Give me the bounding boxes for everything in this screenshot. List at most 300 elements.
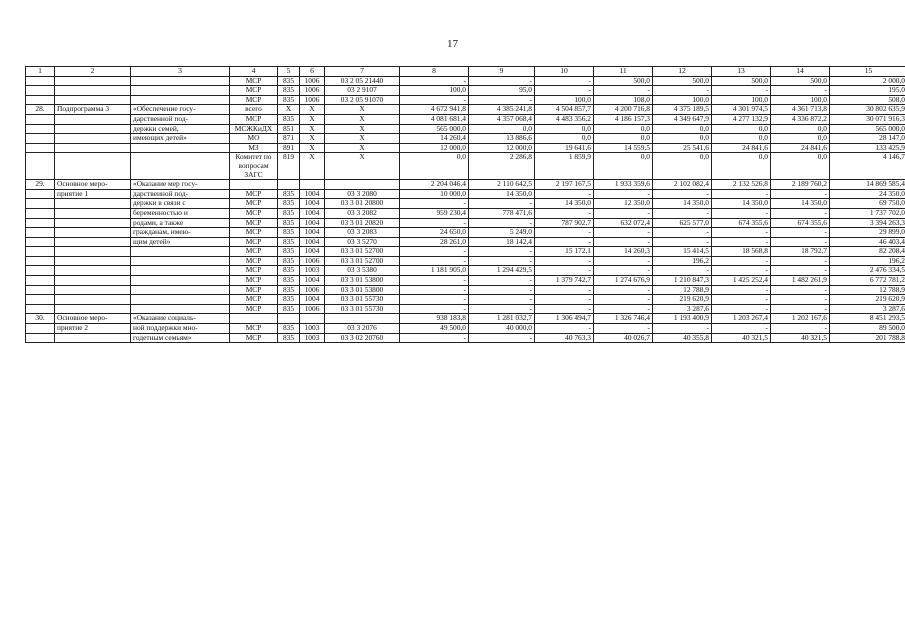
section-code: X: [300, 143, 325, 153]
program-name: [55, 247, 131, 257]
amount-value: -: [469, 247, 535, 257]
total-value: 69 750,0: [830, 199, 905, 209]
executor: [230, 180, 278, 190]
amount-value: -: [400, 256, 469, 266]
amount-value: 40 355,8: [653, 333, 712, 343]
program-description: держки семей,: [131, 124, 230, 134]
amount-value: 0,0: [771, 134, 830, 144]
amount-value: 674 355,6: [712, 218, 771, 228]
program-description: [131, 153, 230, 180]
amount-value: -: [712, 304, 771, 314]
section-code: 1004: [300, 199, 325, 209]
amount-value: 4 186 157,3: [594, 114, 653, 124]
table-row: [26, 218, 905, 228]
ministry-code: 835: [278, 295, 300, 305]
ministry-code: 891: [278, 143, 300, 153]
executor: МСЖКиДХ: [230, 124, 278, 134]
table-row: [26, 285, 905, 295]
section-code: [300, 180, 325, 190]
amount-value: -: [535, 228, 594, 238]
amount-value: 12 350,0: [594, 199, 653, 209]
program-description: [131, 143, 230, 153]
program-description: дарственной под-: [131, 189, 230, 199]
program-name: [55, 95, 131, 105]
executor: МСР: [230, 199, 278, 209]
amount-value: -: [771, 324, 830, 334]
amount-value: -: [535, 285, 594, 295]
amount-value: 108,0: [594, 95, 653, 105]
amount-value: 4 200 716,8: [594, 105, 653, 115]
table-row: [26, 95, 905, 105]
amount-value: 2 110 642,5: [469, 180, 535, 190]
section-code: 1006: [300, 285, 325, 295]
amount-value: -: [535, 76, 594, 86]
target-article-code: X: [325, 105, 400, 115]
amount-value: 1 933 359,6: [594, 180, 653, 190]
section-code: 1004: [300, 295, 325, 305]
section-code: 1004: [300, 189, 325, 199]
amount-value: 0,0: [771, 153, 830, 180]
amount-value: -: [712, 189, 771, 199]
table-row: [26, 189, 905, 199]
executor: Комитет по вопросам ЗАГС: [230, 153, 278, 180]
program-name: [55, 76, 131, 86]
amount-value: -: [594, 208, 653, 218]
total-value: 196,2: [830, 256, 905, 266]
program-name: [55, 266, 131, 276]
table-row: [26, 86, 905, 96]
executor: [230, 314, 278, 324]
section-code: 1004: [300, 228, 325, 238]
ministry-code: 835: [278, 237, 300, 247]
section-code: 1006: [300, 304, 325, 314]
amount-value: 2 102 082,4: [653, 180, 712, 190]
column-number: 2: [55, 67, 131, 77]
amount-value: 5 249,0: [469, 228, 535, 238]
total-value: 14 869 585,4: [830, 180, 905, 190]
ministry-code: 851: [278, 124, 300, 134]
program-name: [55, 276, 131, 286]
amount-value: 1 482 261,9: [771, 276, 830, 286]
amount-value: 674 355,6: [771, 218, 830, 228]
section-code: 1004: [300, 218, 325, 228]
amount-value: 15 414,5: [653, 247, 712, 257]
row-number: 30.: [26, 314, 55, 324]
column-number-row: [26, 67, 905, 77]
section-code: 1006: [300, 76, 325, 86]
executor: МСР: [230, 285, 278, 295]
amount-value: 12 000,0: [469, 143, 535, 153]
table-row: [26, 237, 905, 247]
ministry-code: 835: [278, 276, 300, 286]
target-article-code: 03 3 01 55730: [325, 304, 400, 314]
executor: МСР: [230, 256, 278, 266]
ministry-code: 835: [278, 266, 300, 276]
target-article-code: 03 3 01 52700: [325, 247, 400, 257]
amount-value: -: [712, 208, 771, 218]
budget-table: [25, 66, 905, 343]
amount-value: -: [469, 285, 535, 295]
ministry-code: 835: [278, 95, 300, 105]
amount-value: 1 425 252,4: [712, 276, 771, 286]
program-name: Основное меро-: [55, 180, 131, 190]
amount-value: 0,0: [653, 124, 712, 134]
amount-value: 0,0: [594, 124, 653, 134]
amount-value: -: [469, 333, 535, 343]
amount-value: 565 000,0: [400, 124, 469, 134]
program-description: годетным семьям»: [131, 333, 230, 343]
program-description: беременностью и: [131, 208, 230, 218]
ministry-code: 835: [278, 114, 300, 124]
executor: МСР: [230, 324, 278, 334]
table-row: [26, 333, 905, 343]
program-name: [55, 285, 131, 295]
amount-value: 2 286,8: [469, 153, 535, 180]
amount-value: 0,0: [594, 134, 653, 144]
column-number: 15: [830, 67, 905, 77]
amount-value: 14 559,5: [594, 143, 653, 153]
program-name: приятие 2: [55, 324, 131, 334]
amount-value: 40 321,5: [712, 333, 771, 343]
row-number: [26, 324, 55, 334]
row-number: [26, 208, 55, 218]
amount-value: -: [712, 266, 771, 276]
total-value: 30 802 635,9: [830, 105, 905, 115]
program-name: [55, 153, 131, 180]
table-row: [26, 314, 905, 324]
program-name: [55, 256, 131, 266]
total-value: 4 146,7: [830, 153, 905, 180]
amount-value: -: [400, 76, 469, 86]
amount-value: -: [535, 237, 594, 247]
executor: МСР: [230, 237, 278, 247]
amount-value: 0,0: [771, 124, 830, 134]
total-value: 6 772 781,2: [830, 276, 905, 286]
amount-value: 4 504 857,7: [535, 105, 594, 115]
total-value: 219 620,9: [830, 295, 905, 305]
amount-value: 938 183,8: [400, 314, 469, 324]
ministry-code: 835: [278, 199, 300, 209]
row-number: [26, 199, 55, 209]
column-number: 1: [26, 67, 55, 77]
program-description: [131, 266, 230, 276]
amount-value: 2 204 046,4: [400, 180, 469, 190]
program-description: [131, 304, 230, 314]
total-value: 508,0: [830, 95, 905, 105]
section-code: 1003: [300, 266, 325, 276]
program-name: [55, 208, 131, 218]
amount-value: 1 859,9: [535, 153, 594, 180]
amount-value: -: [400, 218, 469, 228]
amount-value: 4 081 681,4: [400, 114, 469, 124]
amount-value: 0,0: [400, 153, 469, 180]
total-value: 24 350,0: [830, 189, 905, 199]
total-value: 1 737 702,0: [830, 208, 905, 218]
amount-value: 4 375 189,5: [653, 105, 712, 115]
amount-value: 0,0: [469, 124, 535, 134]
amount-value: 25 541,6: [653, 143, 712, 153]
program-name: [55, 114, 131, 124]
target-article-code: 03 3 2082: [325, 208, 400, 218]
target-article-code: 03 3 2076: [325, 324, 400, 334]
total-value: 565 000,0: [830, 124, 905, 134]
target-article-code: 03 2 9107: [325, 86, 400, 96]
executor: МСР: [230, 218, 278, 228]
amount-value: -: [535, 208, 594, 218]
program-name: [55, 199, 131, 209]
program-description: гражданам, имею-: [131, 228, 230, 238]
amount-value: -: [400, 285, 469, 295]
ministry-code: 835: [278, 208, 300, 218]
program-description: «Обеспечение госу-: [131, 105, 230, 115]
target-article-code: 03 3 01 20800: [325, 199, 400, 209]
row-number: [26, 333, 55, 343]
column-number: 6: [300, 67, 325, 77]
executor: МО: [230, 134, 278, 144]
target-article-code: X: [325, 143, 400, 153]
amount-value: 14 350,0: [771, 199, 830, 209]
amount-value: 4 336 872,2: [771, 114, 830, 124]
table-row: [26, 114, 905, 124]
amount-value: 787 902,7: [535, 218, 594, 228]
amount-value: 24 841,6: [712, 143, 771, 153]
row-number: [26, 276, 55, 286]
ministry-code: 835: [278, 76, 300, 86]
target-article-code: X: [325, 114, 400, 124]
section-code: X: [300, 105, 325, 115]
amount-value: 4 361 713,8: [771, 105, 830, 115]
amount-value: 959 230,4: [400, 208, 469, 218]
amount-value: 1 274 676,9: [594, 276, 653, 286]
section-code: X: [300, 134, 325, 144]
row-number: [26, 134, 55, 144]
amount-value: -: [771, 86, 830, 96]
amount-value: 12 788,9: [653, 285, 712, 295]
total-value: 29 899,0: [830, 228, 905, 238]
amount-value: -: [771, 256, 830, 266]
target-article-code: 03 3 2080: [325, 189, 400, 199]
executor: МСР: [230, 276, 278, 286]
target-article-code: [325, 180, 400, 190]
amount-value: 14 350,0: [535, 199, 594, 209]
program-description: [131, 247, 230, 257]
target-article-code: 03 3 5270: [325, 237, 400, 247]
amount-value: 40 321,5: [771, 333, 830, 343]
amount-value: 4 301 974,5: [712, 105, 771, 115]
amount-value: 219 620,9: [653, 295, 712, 305]
executor: МСР: [230, 189, 278, 199]
amount-value: 1 294 429,5: [469, 266, 535, 276]
program-name: [55, 295, 131, 305]
amount-value: -: [535, 256, 594, 266]
row-number: [26, 285, 55, 295]
total-value: 201 788,8: [830, 333, 905, 343]
section-code: 1003: [300, 324, 325, 334]
executor: МСР: [230, 86, 278, 96]
amount-value: 778 471,6: [469, 208, 535, 218]
amount-value: -: [594, 86, 653, 96]
amount-value: 13 886,6: [469, 134, 535, 144]
program-name: [55, 218, 131, 228]
executor: МСР: [230, 333, 278, 343]
program-name: [55, 228, 131, 238]
amount-value: 0,0: [535, 124, 594, 134]
target-article-code: 03 3 01 53800: [325, 285, 400, 295]
table-row: [26, 295, 905, 305]
amount-value: 100,0: [712, 95, 771, 105]
program-description: щим детей»: [131, 237, 230, 247]
amount-value: -: [400, 295, 469, 305]
amount-value: 1 326 746,4: [594, 314, 653, 324]
table-row: [26, 199, 905, 209]
amount-value: 14 350,0: [712, 199, 771, 209]
amount-value: 0,0: [653, 134, 712, 144]
amount-value: -: [712, 324, 771, 334]
total-value: 46 403,4: [830, 237, 905, 247]
amount-value: 24 650,0: [400, 228, 469, 238]
amount-value: 24 841,6: [771, 143, 830, 153]
total-value: 89 500,0: [830, 324, 905, 334]
amount-value: 0,0: [712, 153, 771, 180]
program-description: [131, 86, 230, 96]
amount-value: -: [469, 218, 535, 228]
row-number: [26, 76, 55, 86]
program-description: [131, 76, 230, 86]
ministry-code: 835: [278, 256, 300, 266]
amount-value: -: [469, 76, 535, 86]
program-description: [131, 95, 230, 105]
program-description: [131, 256, 230, 266]
amount-value: 4 357 068,4: [469, 114, 535, 124]
amount-value: -: [771, 237, 830, 247]
amount-value: 10 000,0: [400, 189, 469, 199]
executor: МСР: [230, 114, 278, 124]
amount-value: -: [400, 304, 469, 314]
amount-value: 0,0: [712, 134, 771, 144]
program-name: [55, 333, 131, 343]
amount-value: -: [712, 237, 771, 247]
budget-table-container: [25, 66, 905, 343]
amount-value: 14 260,4: [400, 134, 469, 144]
executor: МСР: [230, 295, 278, 305]
executor: МСР: [230, 247, 278, 257]
amount-value: -: [771, 228, 830, 238]
amount-value: 14 260,3: [594, 247, 653, 257]
amount-value: -: [771, 189, 830, 199]
amount-value: 2 132 526,8: [712, 180, 771, 190]
amount-value: -: [535, 324, 594, 334]
amount-value: 95,0: [469, 86, 535, 96]
amount-value: -: [469, 95, 535, 105]
column-number: 8: [400, 67, 469, 77]
amount-value: 1 193 400,9: [653, 314, 712, 324]
amount-value: -: [771, 285, 830, 295]
amount-value: -: [653, 237, 712, 247]
amount-value: 40 026,7: [594, 333, 653, 343]
ministry-code: 835: [278, 218, 300, 228]
total-value: 2 000,0: [830, 76, 905, 86]
amount-value: 3 287,6: [653, 304, 712, 314]
ministry-code: [278, 180, 300, 190]
target-article-code: 03 3 01 53800: [325, 276, 400, 286]
column-number: 9: [469, 67, 535, 77]
amount-value: -: [594, 228, 653, 238]
amount-value: -: [400, 247, 469, 257]
column-number: 13: [712, 67, 771, 77]
amount-value: 100,0: [400, 86, 469, 96]
amount-value: -: [594, 304, 653, 314]
row-number: 29.: [26, 180, 55, 190]
amount-value: -: [771, 208, 830, 218]
amount-value: -: [771, 304, 830, 314]
target-article-code: 03 2 05 91070: [325, 95, 400, 105]
column-number: 11: [594, 67, 653, 77]
total-value: 30 071 916,3: [830, 114, 905, 124]
target-article-code: 03 3 01 55730: [325, 295, 400, 305]
target-article-code: X: [325, 124, 400, 134]
amount-value: 625 577,0: [653, 218, 712, 228]
amount-value: 1 202 167,6: [771, 314, 830, 324]
amount-value: 2 189 760,2: [771, 180, 830, 190]
row-number: [26, 304, 55, 314]
row-number: 28.: [26, 105, 55, 115]
amount-value: 0,0: [535, 134, 594, 144]
executor: МСР: [230, 95, 278, 105]
target-article-code: 03 3 02 20760: [325, 333, 400, 343]
row-number: [26, 124, 55, 134]
ministry-code: 835: [278, 228, 300, 238]
amount-value: -: [469, 295, 535, 305]
amount-value: -: [712, 228, 771, 238]
amount-value: 4 349 647,9: [653, 114, 712, 124]
amount-value: 1 281 032,7: [469, 314, 535, 324]
amount-value: 4 277 132,9: [712, 114, 771, 124]
row-number: [26, 247, 55, 257]
program-description: ной поддержки мно-: [131, 324, 230, 334]
amount-value: -: [594, 285, 653, 295]
ministry-code: [278, 314, 300, 324]
column-number: 12: [653, 67, 712, 77]
table-row: [26, 134, 905, 144]
amount-value: -: [653, 228, 712, 238]
section-code: X: [300, 153, 325, 180]
amount-value: -: [469, 304, 535, 314]
column-number: 5: [278, 67, 300, 77]
section-code: 1004: [300, 276, 325, 286]
amount-value: -: [653, 266, 712, 276]
section-code: X: [300, 114, 325, 124]
ministry-code: X: [278, 105, 300, 115]
target-article-code: X: [325, 134, 400, 144]
executor: МЗ: [230, 143, 278, 153]
amount-value: -: [535, 266, 594, 276]
amount-value: -: [594, 189, 653, 199]
amount-value: -: [712, 86, 771, 96]
amount-value: -: [653, 324, 712, 334]
total-value: 28 147,0: [830, 134, 905, 144]
program-name: [55, 134, 131, 144]
amount-value: 49 500,0: [400, 324, 469, 334]
amount-value: -: [653, 208, 712, 218]
total-value: 133 425,9: [830, 143, 905, 153]
section-code: 1004: [300, 247, 325, 257]
amount-value: -: [535, 189, 594, 199]
executor: МСР: [230, 76, 278, 86]
column-number: 14: [771, 67, 830, 77]
table-row: [26, 153, 905, 180]
row-number: [26, 295, 55, 305]
program-description: держки в связи с: [131, 199, 230, 209]
